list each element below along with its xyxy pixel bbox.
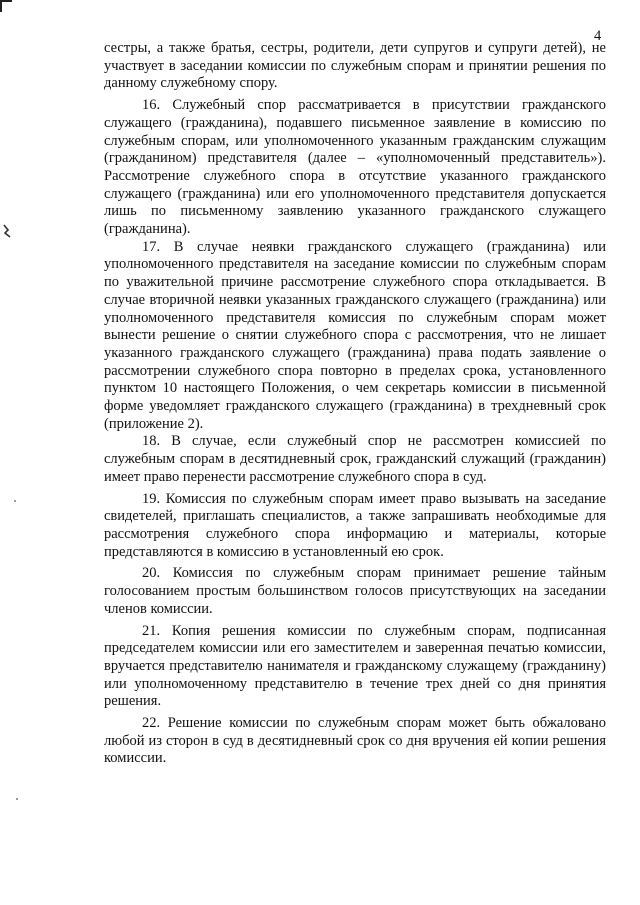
paragraph-18: 18. В случае, если служебный спор не рассмотрен комиссией по служебным спорам в десятидневный срок, гражданский служащий (гражданин) имеет право перенести рассмотрение служебного спора в суд. (104, 433, 606, 485)
paragraph-19: 19. Комиссия по служебным спорам имеет право вызывать на заседание свидетелей, приглашать специалистов, а также запрашивать необходимые для рассмотрения служебного спора информацию и материалы, которые представляются в комиссию в установленный ею срок. (104, 490, 606, 560)
paragraph-17: 17. В случае неявки гражданского служащего (гражданина) или уполномоченного представителя на заседание комиссии по служебным спорам по уважительной причине рассмотрение служебного спора откладывается. В случае вторичной неявки указанных гражданского служащего (гражданина) или уполномоченного представителя комиссия по служебным спорам может вынести решение о снятии служебного спора с рассмотрения, что не лишает указанного гражданского служащего (гражданина) права подать заявление о рассмотрении служебного спора повторно в пределах срока, установленного пунктом 10 настоящего Положения, о чем секретарь комиссии в письменной форме уведомляет гражданского служащего (гражданина) в трехдневный срок (приложение 2). (104, 238, 606, 432)
scan-corner-mark (0, 0, 12, 12)
page-number: 4 (594, 28, 602, 44)
paragraph-22: 22. Решение комиссии по служебным спорам может быть обжаловано любой из сторон в суд в десятидневный срок со дня вручения ей копии решения комиссии. (104, 715, 606, 767)
document-body (104, 40, 606, 768)
scan-speck (14, 500, 16, 502)
paragraph-21: 21. Копия решения комиссии по служебным спорам, подписанная председателем комиссии или его заместителем и заверенная печатью комиссии, вручается представителю нанимателя и гражданскому служащему (гражданину) или уполномоченному представителю в течение трех дней со дня принятия решения. (104, 622, 606, 710)
paragraph-16: 16. Служебный спор рассматривается в присутствии гражданского служащего (гражданина), подавшего письменное заявление в комиссию по служебным спорам, или уполномоченного указанным гражданским служащим (гражданином) представителя (далее – «уполномоченный представитель»). Рассмотрение служебного спора в отсутствие указанного гражданского служащего (гражданина) или его уполномоченного представителя допускается лишь по письменному заявлению указанного гражданского служащего (гражданина). (104, 97, 606, 238)
margin-pen-mark (2, 224, 12, 238)
scan-speck (16, 798, 18, 800)
paragraph-15-continuation: сестры, а также братья, сестры, родители, дети супругов и супруги детей), не участвует в заседании комиссии по служебным спорам и принятии решения по данному служебному спору. (104, 40, 606, 92)
paragraph-20: 20. Комиссия по служебным спорам принимает решение тайным голосованием простым большинством голосов присутствующих на заседании членов комиссии. (104, 565, 606, 617)
